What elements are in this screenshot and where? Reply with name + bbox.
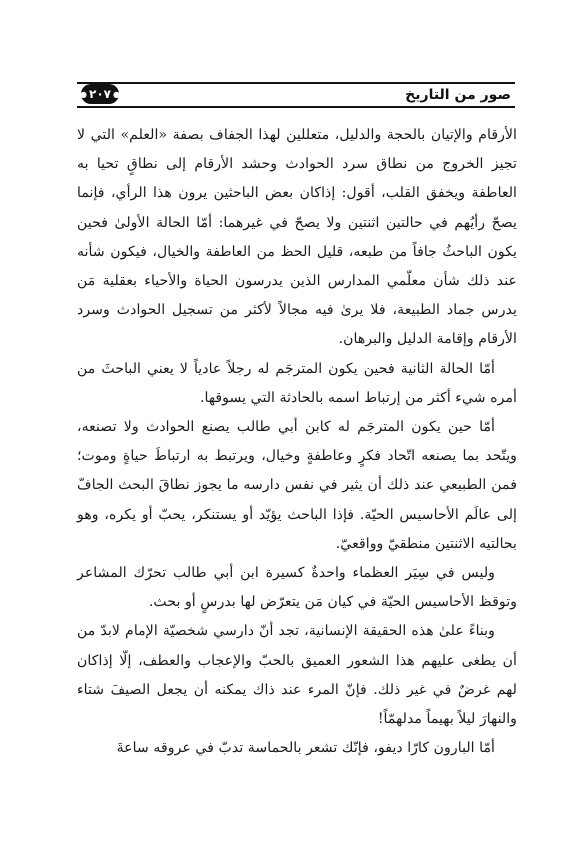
paragraph: أمّا البارون كارّا ديفو، فإنّك تشعر بالحماسة تدبّ في عروقه ساعةَ (116, 740, 495, 757)
paragraph: وليس في سِيَر العظماء واحدةٌ كسيرة ابن أبي طالب تحرّك المشاعر وتوقظ الأحاسيس الحيّة في كيان مَن يتعرّض لها بدرسٍ أو بحث. (77, 565, 517, 611)
ornament-dot-icon: ● (80, 89, 87, 99)
body-text (77, 121, 517, 763)
page-number-badge (81, 84, 119, 104)
ornament-dot-icon: ● (112, 89, 120, 99)
running-title: صور من التاريخ (405, 87, 511, 103)
page-header (77, 82, 515, 108)
header-rule-bottom (77, 106, 515, 108)
paragraph: أمّا حين يكون المترجَم له كابن أبي طالب يصنع الحوادث ولا تصنعه، ويتّحد بما يصنعه اتّحاد فكرٍ وعاطفةٍ وخيال، ويرتبط به ارتباطَ حياةٍ وموت؛ فمن الطبيعي عند ذلك أن يثير في نفس دارسه ما يجوز نطاقَ البحث الجافّ إلى عالَم الأحاسيس الحيّة. فإذا الباحث يؤيّد أو يستنكر، يحبّ أو يكره، وهو بحالتيه الاثنتين منطقيّ وواقعيّ. (77, 419, 517, 552)
paragraph: الأرقام والإتيان بالحجة والدليل، متعللين لهذا الجفاف بصفة «العلم» التي لا تجيز الخروج من نطاق سرد الحوادث وحشد الأرقام إلى نطاقٍ تحيا به العاطفة ويخفق القلب، أقول: إذاكان بعض الباحثين يرون هذا الرأي، فإنما يصحّ رأيُهم في حالتين اثنتين ولا يصحّ في غيرهما: أمّا الحالة الأولىٰ فحين يكون الباحثُ جافاً من طبعه، قليل الحظ من العاطفة والخيال، فيكون شأنه عند ذلك شأن معلّمي المدارس الذين يدرسون الحياة والأحياء بعقلية مَن يدرس جماد الطبيعة، فلا يرىٰ فيه مجالاً لأكثر من تسجيل الحوادث وسرد الأرقام وإقامة الدليل والبرهان. (77, 127, 517, 348)
page-number: ٢٠٧ (89, 87, 111, 101)
paragraph: وبناءً علىٰ هذه الحقيقة الإنسانية، تجد أنّ دارسي شخصيّة الإمام لابدّ من أن يطغى عليهم هذا الشعور العميق بالحبّ والإعجاب والعطف، إلّا إذاكان لهم غرضٌ في غير ذلك. فإنّ المرء عند ذاك يمكنه أن يجعل الصيفَ شتاء والنهارَ ليلاً بهيماً مدلهمّاً! (77, 623, 517, 728)
paragraph: أمّا الحالة الثانية فحين يكون المترجَم له رجلاً عادياً لا يعني الباحثَ من أمره شيء أكثر من إرتباط اسمه بالحادثة التي يسوقها. (77, 360, 517, 406)
header-rule-top (77, 82, 515, 84)
